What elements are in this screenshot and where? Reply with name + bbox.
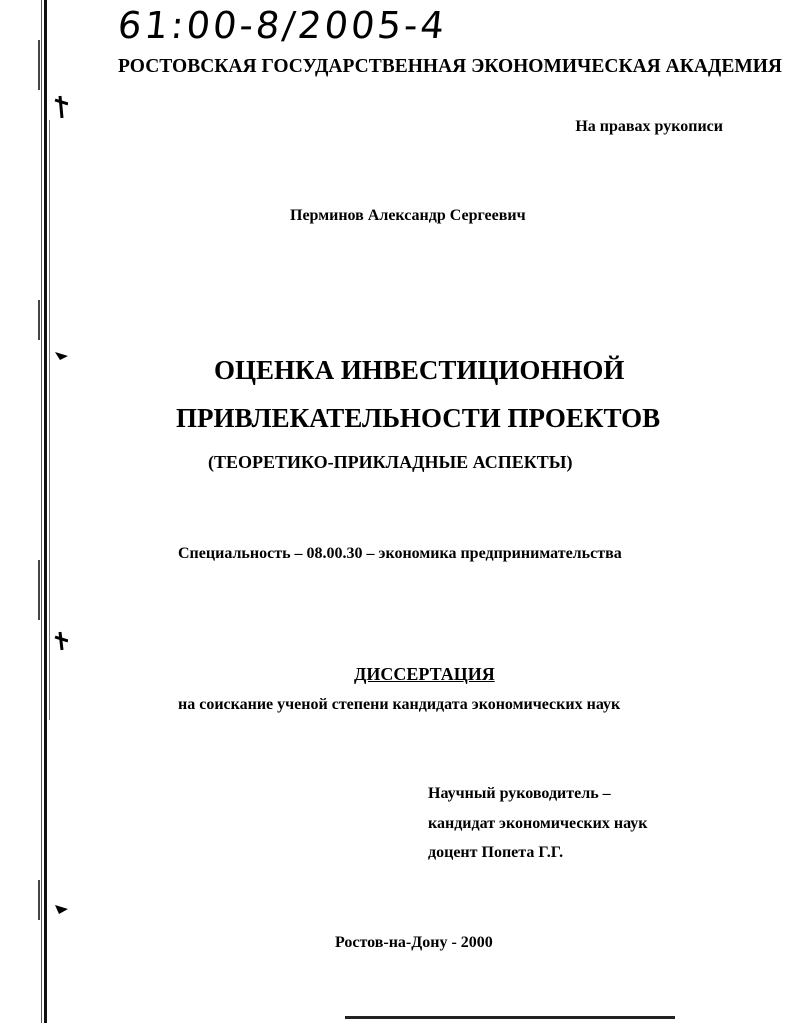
handwritten-catalog-number: 61:00-8/2005-4: [115, 4, 450, 47]
title-subtitle: (ТЕОРЕТИКО-ПРИКЛАДНЫЕ АСПЕКТЫ): [208, 452, 573, 472]
binding-edge-marks: [28, 0, 68, 1023]
title-line-1: ОЦЕНКА ИНВЕСТИЦИОННОЙ: [214, 355, 625, 385]
title-line-2: ПРИВЛЕКАТЕЛЬНОСТИ ПРОЕКТОВ: [176, 403, 661, 433]
supervisor-line-3: доцент Попета Г.Г.: [428, 844, 564, 861]
place-and-year: Ростов-на-Дону - 2000: [335, 934, 493, 951]
document-type: ДИССЕРТАЦИЯ: [354, 664, 495, 684]
supervisor-line-2: кандидат экономических наук: [428, 815, 648, 832]
author-name: Перминов Александр Сергеевич: [290, 207, 526, 224]
manuscript-rights-note: На правах рукописи: [575, 118, 723, 135]
supervisor-line-1: Научный руководитель –: [428, 785, 611, 802]
scan-bottom-edge-mark: [345, 1016, 675, 1019]
academy-name: РОСТОВСКАЯ ГОСУДАРСТВЕННАЯ ЭКОНОМИЧЕСКАЯ АКАДЕМИЯ: [118, 56, 782, 77]
degree-statement: на соискание ученой степени кандидата экономических наук: [178, 696, 621, 713]
specialty: Специальность – 08.00.30 – экономика предпринимательства: [178, 545, 622, 562]
